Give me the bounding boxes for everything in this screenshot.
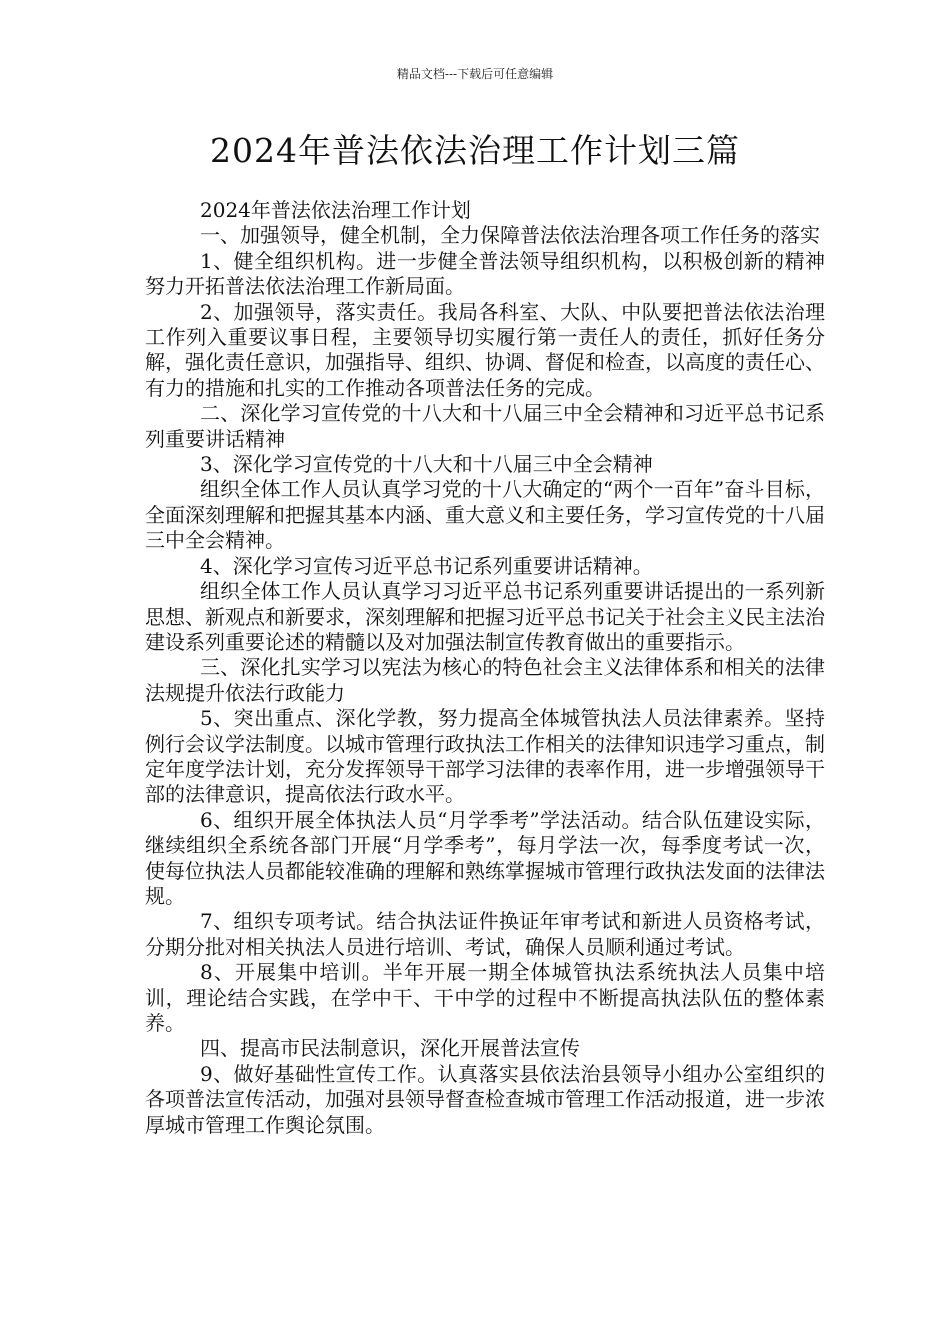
paragraph-item-9: 9、做好基础性宣传工作。认真落实县依法治县领导小组办公室组织的各项普法宣传活动，加强对县领导督查检查城市管理工作活动报道，进一步浓厚城市管理工作舆论氛围。 [145,1061,825,1137]
page-header: 精品文档---下载后可任意编辑 [396,67,554,81]
paragraph-item-6: 6、组织开展全体执法人员“月学季考”学法活动。结合队伍建设实际，继续组织全系统各部门开展“月学季考”，每月学法一次，每季度考试一次，使每位执法人员都能较准确的理解和熟练掌握城市管理行政执法发面的法律法规。 [145,807,825,908]
paragraph-section-1: 一、加强领导，健全机制，全力保障普法依法治理各项工作任务的落实 [200,223,820,248]
paragraph-item-1: 1、健全组织机构。进一步健全普法领导组织机构，以积极创新的精神努力开拓普法依法治理工作新局面。 [145,248,825,299]
paragraph-plan-heading: 2024年普法依法治理工作计划 [200,198,471,222]
paragraph-section-3: 三、深化扎实学习以宪法为核心的特色社会主义法律体系和相关的法律法规提升依法行政能力 [145,655,825,705]
paragraph-item-4: 4、深化学习宣传习近平总书记系列重要讲话精神。 [200,553,653,578]
paragraph-item-3: 3、深化学习宣传党的十八大和十八届三中全会精神 [200,452,653,477]
paragraph-item-4-detail: 组织全体工作人员认真学习习近平总书记系列重要讲话提出的一系列新思想、新观点和新要求，深刻理解和把握习近平总书记关于社会主义民主法治建设系列重要论述的精髓以及对加强法制宣传教育做出的重要指示。 [145,579,825,654]
paragraph-item-2: 2、加强领导，落实责任。我局各科室、大队、中队要把普法依法治理工作列入重要议事日程，主要领导切实履行第一责任人的责任，抓好任务分解，强化责任意识，加强指导、组织、协调、督促和检查，以高度的责任心、有力的措施和扎实的工作推动各项普法任务的完成。 [145,299,825,400]
paragraph-item-7: 7、组织专项考试。结合执法证件换证年审考试和新进人员资格考试，分期分批对相关执法人员进行培训、考试，确保人员顺利通过考试。 [145,909,825,959]
document-title: 2024年普法依法治理工作计划三篇 [210,131,740,170]
document-body [145,198,825,1138]
paragraph-section-2: 二、深化学习宣传党的十八大和十八届三中全会精神和习近平总书记系列重要讲话精神 [145,401,825,451]
paragraph-item-3-detail: 组织全体工作人员认真学习党的十八大确定的“两个一百年”奋斗目标，全面深刻理解和把握其基本内涵、重大意义和主要任务，学习宣传党的十八届三中全会精神。 [145,477,825,553]
paragraph-item-5: 5、突出重点、深化学教，努力提高全体城管执法人员法律素养。坚持例行会议学法制度。以城市管理行政执法工作相关的法律知识违学习重点，制定年度学法计划，充分发挥领导干部学习法律的表率作用，进一步增强领导干部的法律意识，提高依法行政水平。 [145,706,825,807]
paragraph-item-8: 8、开展集中培训。半年开展一期全体城管执法系统执法人员集中培训，理论结合实践，在学中干、干中学的过程中不断提高执法队伍的整体素养。 [145,960,825,1035]
paragraph-section-4: 四、提高市民法制意识，深化开展普法宣传 [200,1036,580,1061]
